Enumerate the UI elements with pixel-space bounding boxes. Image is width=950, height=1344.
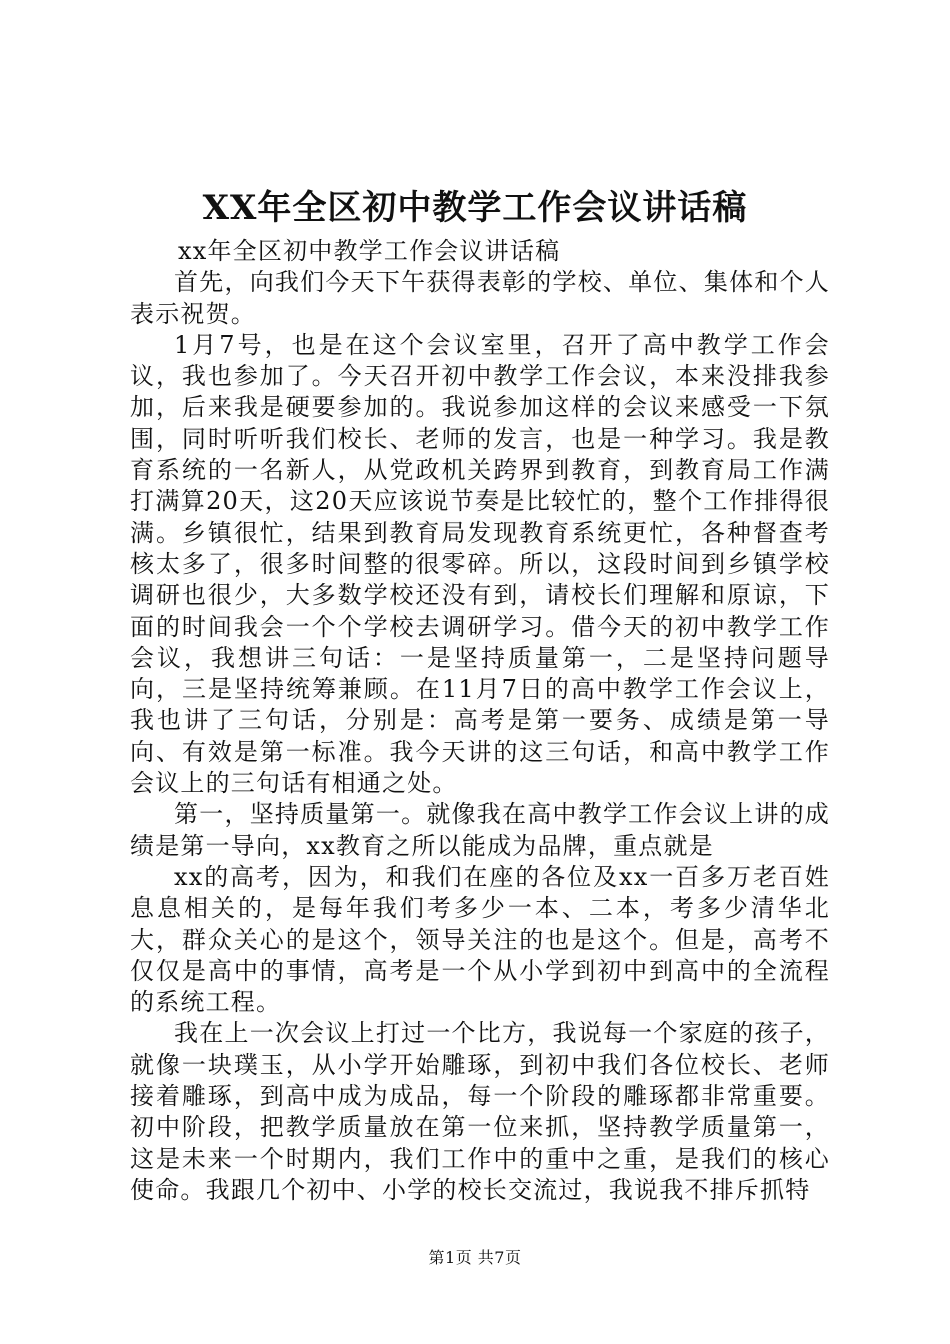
document-title: XX年全区初中教学工作会议讲话稿 bbox=[202, 188, 748, 228]
page-footer: 第1页 共7页 bbox=[428, 1248, 522, 1267]
paragraph-intro: 1月7号，也是在这个会议室里，召开了高中教学工作会议，我也参加了。今天召开初中教学工作会议，本来没排我参加，后来我是硬要参加的。我说参加这样的会议来感受一下氛围，同时听听我们校长、老师的发言，也是一种学习。我是教育系统的一名新人，从党政机关跨界到教育，到教育局工作满打满算20天，这20天应该说节奏是比较忙的，整个工作排得很满。乡镇很忙，结果到教育局发现教育系统更忙，各种督查考核太多了，很多时间整的很零碎。所以，这段时间到乡镇学校调研也很少，大多数学校还没有到，请校长们理解和原谅，下面的时间我会一个个学校去调研学习。借今天的初中教学工作会议，我想讲三句话：一是坚持质量第一，二是坚持问题导向，三是坚持统筹兼顾。在11月7日的高中教学工作会议上，我也讲了三句话，分别是：高考是第一要务、成绩是第一导向、有效是第一标准。我今天讲的这三句话，和高中教学工作会议上的三句话有相通之处。 bbox=[130, 330, 830, 798]
paragraph-analogy: 我在上一次会议上打过一个比方，我说每一个家庭的孩子，就像一块璞玉，从小学开始雕琢，到初中我们各位校长、老师接着雕琢，到高中成为成品，每一个阶段的雕琢都非常重要。初中阶段，把教学质量放在第一位来抓，坚持教学质量第一，这是未来一个时期内，我们工作中的重中之重，是我们的核心使命。我跟几个初中、小学的校长交流过，我说我不排斥抓特 bbox=[130, 1019, 830, 1204]
document-body bbox=[130, 236, 830, 1206]
paragraph-greeting: 首先，向我们今天下午获得表彰的学校、单位、集体和个人表示祝贺。 bbox=[130, 268, 830, 328]
paragraph-gaokao: xx的高考，因为，和我们在座的各位及xx一百多万老百姓息息相关的，是每年我们考多少一本、二本，考多少清华北大，群众关心的是这个，领导关注的也是这个。但是，高考不仅仅是高中的事情，高考是一个从小学到初中到高中的全流程的系统工程。 bbox=[130, 862, 830, 1017]
paragraph-point-one: 第一，坚持质量第一。就像我在高中教学工作会议上讲的成绩是第一导向，xx教育之所以能成为品牌，重点就是 bbox=[130, 800, 830, 860]
paragraph-subtitle: xx年全区初中教学工作会议讲话稿 bbox=[178, 237, 561, 265]
